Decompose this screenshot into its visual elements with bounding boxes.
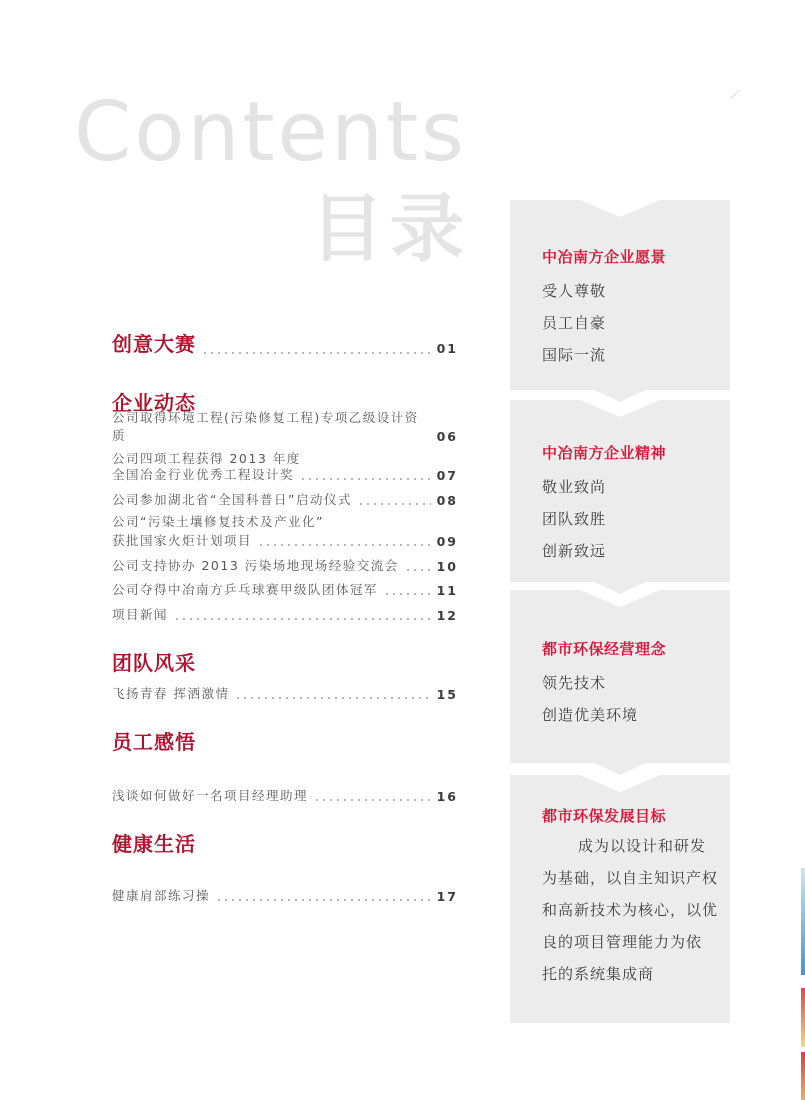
dot-leader [360, 503, 431, 505]
toc-item-text: 公司参加湖北省“全国科普日”启动仪式 [112, 492, 352, 507]
toc-section-title: 企业动态 [112, 391, 196, 415]
chevron-down-icon [586, 386, 654, 402]
toc-item-text: 全国冶金行业优秀工程设计奖 [112, 467, 295, 482]
chevron-notch-icon [580, 200, 660, 217]
toc-item [112, 684, 458, 702]
paragraph-line: 和高新技术为核心，以优 [542, 901, 719, 919]
toc-item [112, 786, 458, 804]
print-artifact-mark [730, 90, 739, 99]
dot-leader [386, 593, 431, 595]
toc-item-line2 [112, 465, 458, 483]
dot-leader [316, 799, 431, 801]
chevron-notch-icon [580, 400, 660, 417]
chevron-notch-icon [580, 775, 660, 792]
toc-item-text: 公司支持协办 2013 污染场地现场经验交流会 [112, 558, 399, 573]
toc-section-chuangyidasai [112, 333, 458, 357]
dot-leader [407, 569, 431, 571]
sidebar-box-goal [510, 775, 730, 1023]
sidebar-box-paragraph [542, 830, 718, 990]
sidebar-box-philosophy [510, 590, 730, 763]
toc-page-number: 15 [436, 687, 458, 702]
toc-item-text: 项目新闻 [112, 607, 169, 622]
sidebar-box-item: 领先技术 [542, 674, 607, 692]
sidebar-box-item: 创新致远 [542, 542, 607, 560]
chevron-down-icon [586, 578, 654, 594]
toc-item-text: 获批国家火炬计划项目 [112, 533, 253, 548]
toc-page-number: 16 [436, 789, 458, 804]
toc-page-number: 17 [436, 889, 458, 904]
toc-page-number: 08 [436, 493, 458, 508]
paragraph-line: 为基础，以自主知识产权 [542, 869, 719, 887]
toc-page-number: 12 [436, 608, 458, 623]
toc-item-line1 [112, 512, 458, 530]
toc-section-yuangongganwu [112, 731, 458, 755]
toc-column [112, 0, 458, 1100]
contents-watermark-zh: 目录 [310, 186, 470, 272]
toc-item-text: 公司取得环境工程(污染修复工程)专项乙级设计资质 [112, 410, 419, 443]
sidebar-box-title: 中冶南方企业精神 [542, 444, 667, 462]
toc-item [112, 605, 458, 623]
toc-page-number: 09 [436, 534, 458, 549]
dot-leader [176, 618, 431, 620]
toc-item-text: 健康肩部练习操 [112, 888, 211, 903]
dot-leader [237, 697, 430, 699]
dot-leader [302, 478, 431, 480]
sidebar-box-title: 都市环保发展目标 [542, 807, 667, 825]
toc-page-number: 11 [436, 583, 458, 598]
toc-section-title: 员工感悟 [112, 730, 196, 754]
paragraph-line: 良的项目管理能力为依 [542, 933, 703, 951]
sidebar-box-title: 都市环保经营理念 [542, 640, 667, 658]
toc-item [112, 490, 458, 508]
toc-item-text: 浅谈如何做好一名项目经理助理 [112, 788, 309, 803]
toc-page-number: 07 [436, 468, 458, 483]
sidebar-box-item: 敬业致尚 [542, 478, 607, 496]
sidebar-box-item: 受人尊敬 [542, 282, 607, 300]
sidebar-box-vision [510, 200, 730, 390]
toc-item [112, 580, 458, 598]
toc-page-number: 01 [436, 341, 458, 356]
toc-item-text: 公司“污染土壤修复技术及产业化” [112, 514, 324, 529]
toc-item-text: 公司四项工程获得 2013 年度 [112, 451, 301, 466]
sidebar-box-item: 国际一流 [542, 346, 607, 364]
sidebar-box-item: 团队致胜 [542, 510, 607, 528]
sidebar-box-spirit [510, 400, 730, 582]
toc-section-jiankangshenghuo [112, 833, 458, 857]
page-edge-strip-red-orange [801, 1052, 805, 1100]
toc-page-number: 10 [436, 559, 458, 574]
toc-page-number: 06 [436, 429, 458, 444]
contents-watermark-en: Contents [74, 85, 467, 180]
chevron-down-icon [586, 759, 654, 775]
toc-item [112, 556, 458, 574]
toc-item-text: 公司夺得中冶南方乒乓球赛甲级队团体冠军 [112, 582, 379, 597]
page-edge-strip-red-yellow [801, 988, 805, 1047]
toc-item [112, 886, 458, 904]
dot-leader [204, 352, 431, 354]
toc-section-title: 健康生活 [112, 832, 196, 856]
dot-leader [218, 899, 431, 901]
toc-section-tuanduifengcai [112, 652, 458, 676]
dot-leader [260, 544, 431, 546]
sidebar-box-item: 员工自豪 [542, 314, 607, 332]
toc-section-title: 创意大赛 [112, 332, 196, 356]
sidebar-box-item: 创造优美环境 [542, 706, 639, 724]
toc-item [112, 410, 458, 444]
sidebar-box-title: 中冶南方企业愿景 [542, 248, 667, 266]
toc-item-text: 飞扬青春 挥洒激情 [112, 686, 230, 701]
paragraph-line: 托的系统集成商 [542, 965, 655, 983]
toc-item-line2 [112, 531, 458, 549]
toc-section-title: 团队风采 [112, 651, 196, 675]
paragraph-line: 成为以设计和研发 [578, 837, 707, 855]
page-edge-strip-blue [801, 868, 805, 975]
